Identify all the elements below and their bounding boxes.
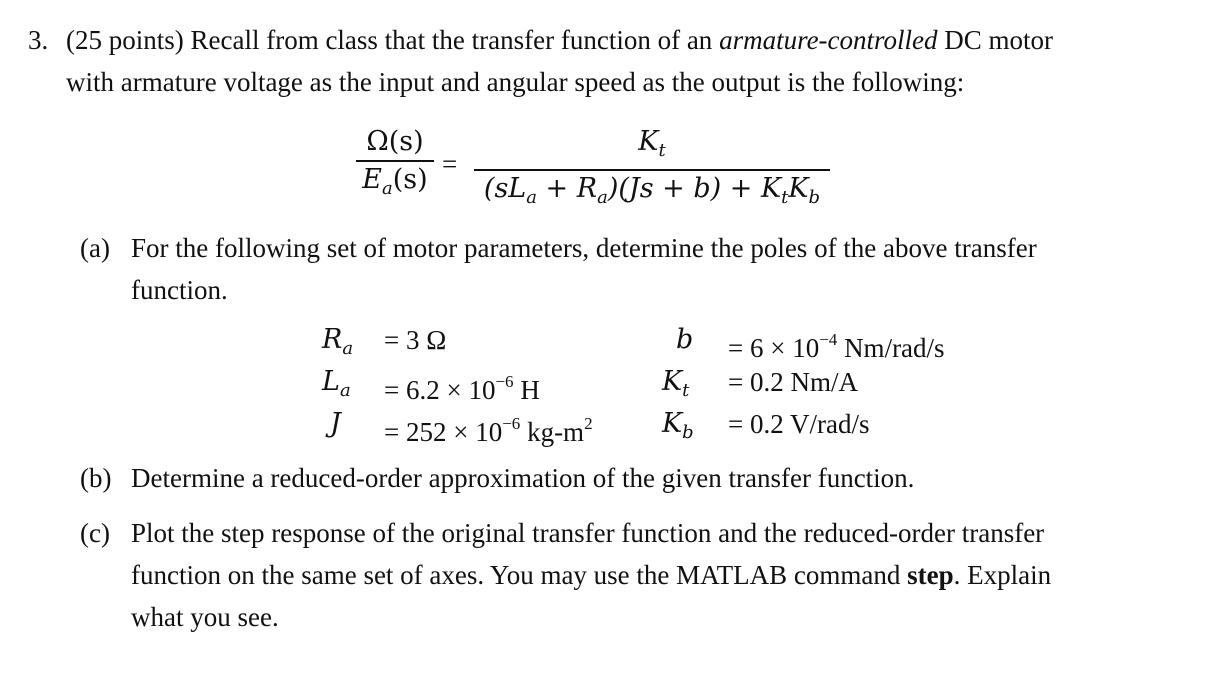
param-kb-value: = 0.2 V/rad/s: [728, 409, 870, 439]
statement-text: (25 points) Recall from class that the transfer function of an: [66, 25, 720, 55]
text: function on the same set of axes. You may use the MATLAB command: [131, 560, 908, 590]
param-b-symbol: b: [676, 324, 694, 355]
exponent: −6: [502, 414, 521, 433]
value: = 6 × 10: [728, 333, 820, 363]
equation-lhs-fraction: [356, 126, 434, 205]
rhs-denominator: [474, 173, 830, 214]
den-subscript: a: [597, 186, 608, 208]
problem-statement-line2: with armature voltage as the input and angular speed as the output is the following:: [66, 67, 965, 97]
part-c-label: (c): [80, 518, 110, 548]
den-subscript: t: [781, 186, 789, 208]
part-c-line3: what you see.: [131, 602, 279, 632]
symbol: L: [322, 366, 340, 397]
statement-text: DC motor: [937, 25, 1054, 55]
part-a-line2: function.: [131, 275, 228, 305]
den-part: + R: [536, 172, 598, 204]
symbol: K: [662, 408, 683, 439]
lhs-numerator: Ω(s): [366, 126, 424, 157]
den-subscript: a: [382, 177, 393, 199]
problem-statement-line1: [66, 24, 1053, 56]
lhs-denominator: [356, 164, 434, 205]
den-symbol: E: [362, 163, 383, 195]
param-kt-symbol: [662, 366, 689, 407]
part-c-line1: Plot the step response of the original transfer function and the reduced-order transfer: [131, 518, 1045, 548]
den-part: )(Js + b) + K: [607, 172, 782, 204]
value: = 252 × 10: [384, 417, 503, 447]
num-subscript: t: [658, 140, 666, 161]
param-la-value: [384, 366, 540, 406]
param-la-symbol: [322, 366, 351, 407]
part-b-label: (b): [80, 463, 112, 493]
symbol: R: [322, 324, 343, 355]
fraction-bar: [474, 169, 830, 171]
param-ra-value: = 3 Ω: [384, 325, 447, 355]
param-b-value: [728, 324, 945, 364]
unit-exponent: 2: [584, 414, 593, 433]
param-ra-symbol: [322, 324, 353, 365]
part-b-text: Determine a reduced-order approximation of the given transfer function.: [131, 463, 915, 493]
num-symbol: K: [638, 126, 659, 157]
param-kb-symbol: [662, 408, 694, 449]
param-j-symbol: J: [330, 408, 341, 439]
problem-number: 3.: [28, 25, 49, 55]
value: = 6.2 × 10: [384, 375, 496, 405]
statement-emphasis: armature-controlled: [719, 25, 938, 55]
den-part: (sL: [483, 172, 527, 204]
den-subscript: a: [526, 186, 537, 208]
subscript: a: [342, 338, 354, 359]
unit: kg-m: [520, 417, 585, 447]
equation-rhs-fraction: [474, 126, 830, 214]
equals-sign: =: [442, 149, 458, 179]
unit: Nm/rad/s: [837, 333, 945, 363]
exponent: −6: [495, 372, 514, 391]
symbol: K: [662, 366, 683, 397]
subscript: b: [682, 422, 694, 443]
matlab-command: step: [907, 560, 954, 590]
rhs-numerator: [474, 126, 830, 167]
unit: H: [513, 375, 540, 405]
part-a-label: (a): [80, 233, 110, 263]
part-c-line2: [131, 559, 1051, 591]
text: . Explain: [953, 560, 1052, 590]
fraction-bar: [356, 160, 434, 162]
param-kt-value: = 0.2 Nm/A: [728, 367, 858, 397]
part-a-line1: For the following set of motor parameters, determine the poles of the above transfer: [131, 233, 1037, 263]
exponent: −4: [819, 330, 838, 349]
subscript: a: [339, 380, 351, 401]
subscript: t: [682, 380, 690, 401]
param-j-value: [384, 408, 593, 448]
den-argument: (s): [392, 163, 428, 195]
den-part: K: [788, 172, 809, 204]
den-subscript: b: [808, 186, 821, 208]
